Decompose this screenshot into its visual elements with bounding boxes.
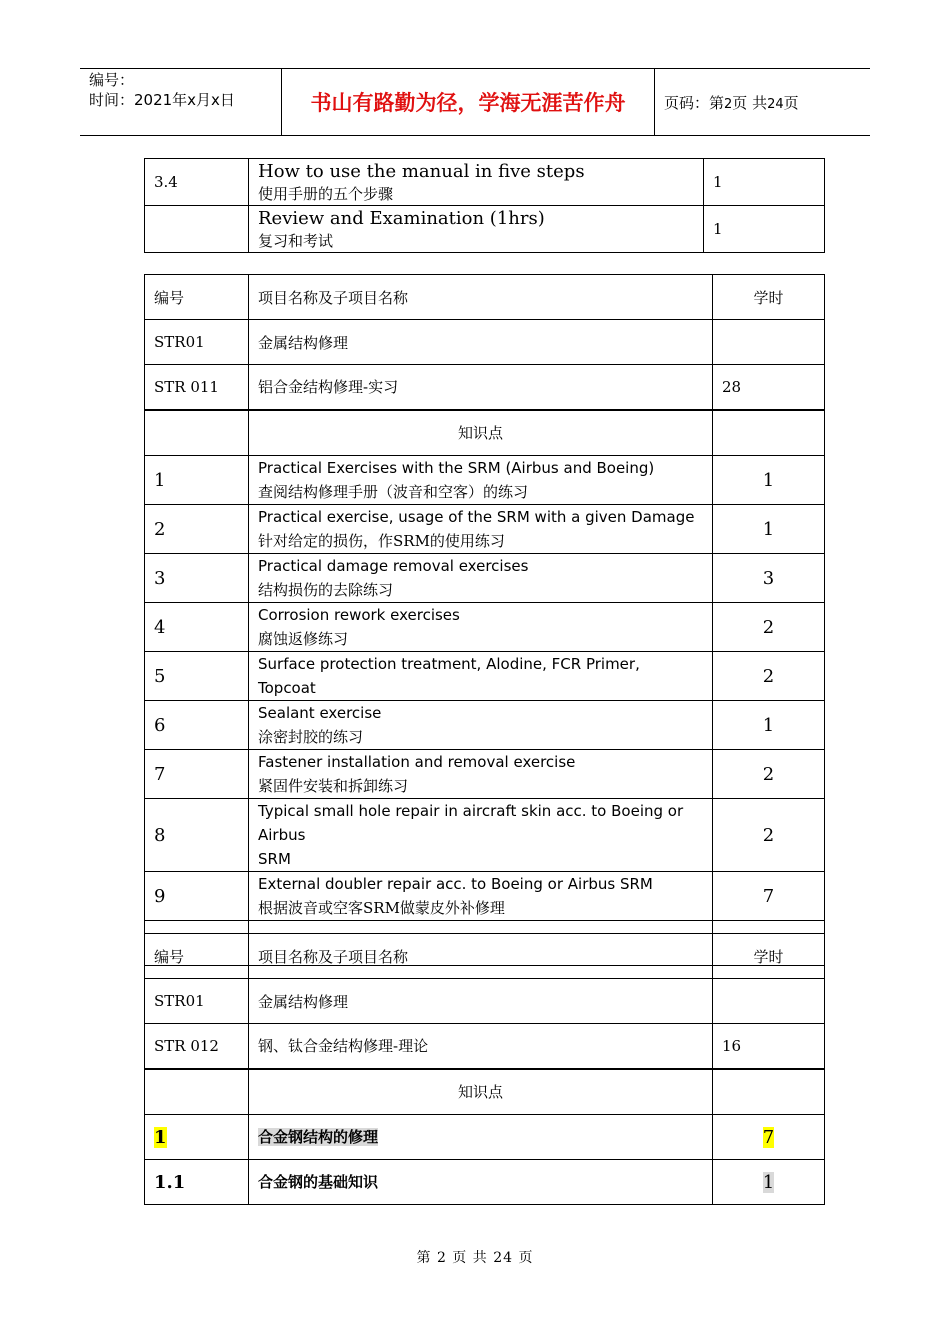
- table-row: [145, 979, 825, 1024]
- kp-en: Practical exercise, usage of the SRM with a given Damage: [258, 508, 695, 526]
- kp-hours: 1: [713, 701, 825, 750]
- row-content: [249, 206, 704, 253]
- kp-cn: 根据波音或空客SRM做蒙皮外补修理: [258, 899, 505, 917]
- kp-hours: 2: [713, 603, 825, 652]
- kp-content: [249, 750, 713, 799]
- kp-number: 7: [145, 750, 249, 799]
- knowledge-row: [145, 701, 825, 750]
- kp-en-cont: SRM: [258, 850, 291, 868]
- row-hours: 16: [713, 1024, 825, 1069]
- kp-content: [249, 456, 713, 505]
- header-left: [89, 70, 235, 110]
- kp-cn: 查阅结构修理手册（波音和空客）的练习: [258, 483, 529, 501]
- header-divider: [654, 68, 655, 136]
- kp-name: 合金钢的基础知识: [258, 1173, 379, 1191]
- knowledge-title: 知识点: [249, 410, 713, 456]
- kp-en: Practical Exercises with the SRM (Airbus and Boeing): [258, 459, 655, 477]
- kp-hours: [713, 1160, 825, 1205]
- doc-code-label: 编号：: [89, 71, 135, 89]
- page-suffix: 页: [783, 94, 799, 112]
- knowledge-row: [145, 652, 825, 701]
- kp-number: 5: [145, 652, 249, 701]
- table-header-row: [145, 275, 825, 320]
- kp-number: 1: [145, 456, 249, 505]
- knowledge-row: [145, 750, 825, 799]
- header-no: 编号: [145, 934, 249, 979]
- doc-time-label: 时间：2021年x月x日: [89, 91, 235, 109]
- knowledge-header-row: [145, 410, 825, 456]
- empty-cell: [145, 410, 249, 456]
- row-title-cn: 使用手册的五个步骤: [258, 185, 394, 203]
- course-table-2: [144, 274, 825, 966]
- knowledge-row: [145, 505, 825, 554]
- course-table-1: [144, 158, 825, 253]
- kp-en: External doubler repair acc. to Boeing or Airbus SRM: [258, 875, 653, 893]
- row-hours: 28: [713, 365, 825, 410]
- kp-cn: 腐蚀返修练习: [258, 630, 349, 648]
- kp-hours: 2: [713, 750, 825, 799]
- kp-en: Corrosion rework exercises: [258, 606, 460, 624]
- knowledge-row: [145, 456, 825, 505]
- header-no: 编号: [145, 275, 249, 320]
- kp-content: [249, 872, 713, 921]
- table-row: [145, 1024, 825, 1069]
- row-hours: [713, 979, 825, 1024]
- header-hours: 学时: [713, 275, 825, 320]
- knowledge-row: [145, 1160, 825, 1205]
- row-number: 3.4: [145, 159, 249, 206]
- row-number: STR01: [145, 979, 249, 1024]
- kp-hours-text: 1: [762, 1171, 775, 1193]
- knowledge-row: [145, 799, 825, 872]
- kp-number: 2: [145, 505, 249, 554]
- row-name: 金属结构修理: [249, 979, 713, 1024]
- empty-cell: [713, 410, 825, 456]
- page-mid: 页 共: [732, 94, 768, 112]
- kp-cn: 结构损伤的去除练习: [258, 581, 394, 599]
- header-name: 项目名称及子项目名称: [249, 275, 713, 320]
- page-footer: 第 2 页 共 24 页: [416, 1250, 534, 1266]
- page-prefix: 页码：第: [664, 94, 725, 112]
- header-bottom-rule: [80, 135, 870, 136]
- kp-number: 4: [145, 603, 249, 652]
- kp-en: Surface protection treatment, Alodine, FCR Primer,: [258, 655, 640, 673]
- kp-content: [249, 505, 713, 554]
- knowledge-title: 知识点: [249, 1069, 713, 1115]
- table-header-row: [145, 934, 825, 979]
- row-number: STR 012: [145, 1024, 249, 1069]
- table-row: [145, 159, 825, 206]
- row-title-cn: 复习和考试: [258, 232, 334, 250]
- kp-en: Practical damage removal exercises: [258, 557, 529, 575]
- header-page-info: [664, 92, 799, 113]
- kp-name: 合金钢结构的修理: [258, 1128, 379, 1146]
- knowledge-row: [145, 1115, 825, 1160]
- kp-content: [249, 1115, 713, 1160]
- kp-cn: 涂密封胶的练习: [258, 728, 364, 746]
- kp-hours-text: 7: [762, 1126, 775, 1148]
- kp-content: [249, 652, 713, 701]
- table-row: [145, 320, 825, 365]
- row-hours: 1: [704, 206, 825, 253]
- kp-en: Fastener installation and removal exercise: [258, 753, 576, 771]
- kp-hours: 7: [713, 872, 825, 921]
- row-number: [145, 206, 249, 253]
- empty-cell: [713, 1069, 825, 1115]
- page-total: 24: [767, 97, 784, 112]
- knowledge-row: [145, 603, 825, 652]
- row-name: 钢、钛合金结构修理-理论: [249, 1024, 713, 1069]
- kp-hours: 1: [713, 456, 825, 505]
- kp-content: [249, 1160, 713, 1205]
- header-name: 项目名称及子项目名称: [249, 934, 713, 979]
- kp-cn: 紧固件安装和拆卸练习: [258, 777, 409, 795]
- row-title-en: How to use the manual in five steps: [258, 161, 585, 182]
- header-hours: 学时: [713, 934, 825, 979]
- row-title-en: Review and Examination (1hrs): [258, 208, 545, 229]
- knowledge-header-row: [145, 1069, 825, 1115]
- kp-content: [249, 554, 713, 603]
- kp-number: 9: [145, 872, 249, 921]
- kp-hours: 2: [713, 652, 825, 701]
- row-content: [249, 159, 704, 206]
- kp-hours: 1: [713, 505, 825, 554]
- knowledge-row: [145, 872, 825, 921]
- row-hours: [713, 320, 825, 365]
- kp-number: 1.1: [145, 1160, 249, 1205]
- kp-content: [249, 701, 713, 750]
- kp-hours: 3: [713, 554, 825, 603]
- kp-number: [145, 1115, 249, 1160]
- kp-number-text: 1: [154, 1126, 167, 1148]
- kp-en: Sealant exercise: [258, 704, 382, 722]
- kp-number: 6: [145, 701, 249, 750]
- row-hours: 1: [704, 159, 825, 206]
- kp-number: 8: [145, 799, 249, 872]
- empty-cell: [145, 1069, 249, 1115]
- table-row: [145, 206, 825, 253]
- kp-hours: 2: [713, 799, 825, 872]
- row-name: 铝合金结构修理-实习: [249, 365, 713, 410]
- kp-en: Typical small hole repair in aircraft skin acc. to Boeing or Airbus: [258, 802, 684, 844]
- kp-number: 3: [145, 554, 249, 603]
- kp-content: [249, 799, 713, 872]
- header-motto: 书山有路勤为径，学海无涯苦作舟: [310, 90, 626, 115]
- course-table-3: [144, 933, 825, 1205]
- knowledge-row: [145, 554, 825, 603]
- kp-content: [249, 603, 713, 652]
- kp-hours: [713, 1115, 825, 1160]
- row-name: 金属结构修理: [249, 320, 713, 365]
- kp-cn: 针对给定的损伤，作SRM的使用练习: [258, 532, 505, 550]
- page-current: 2: [724, 97, 733, 112]
- table-row: [145, 365, 825, 410]
- row-number: STR01: [145, 320, 249, 365]
- row-number: STR 011: [145, 365, 249, 410]
- kp-en-cont: Topcoat: [258, 679, 316, 697]
